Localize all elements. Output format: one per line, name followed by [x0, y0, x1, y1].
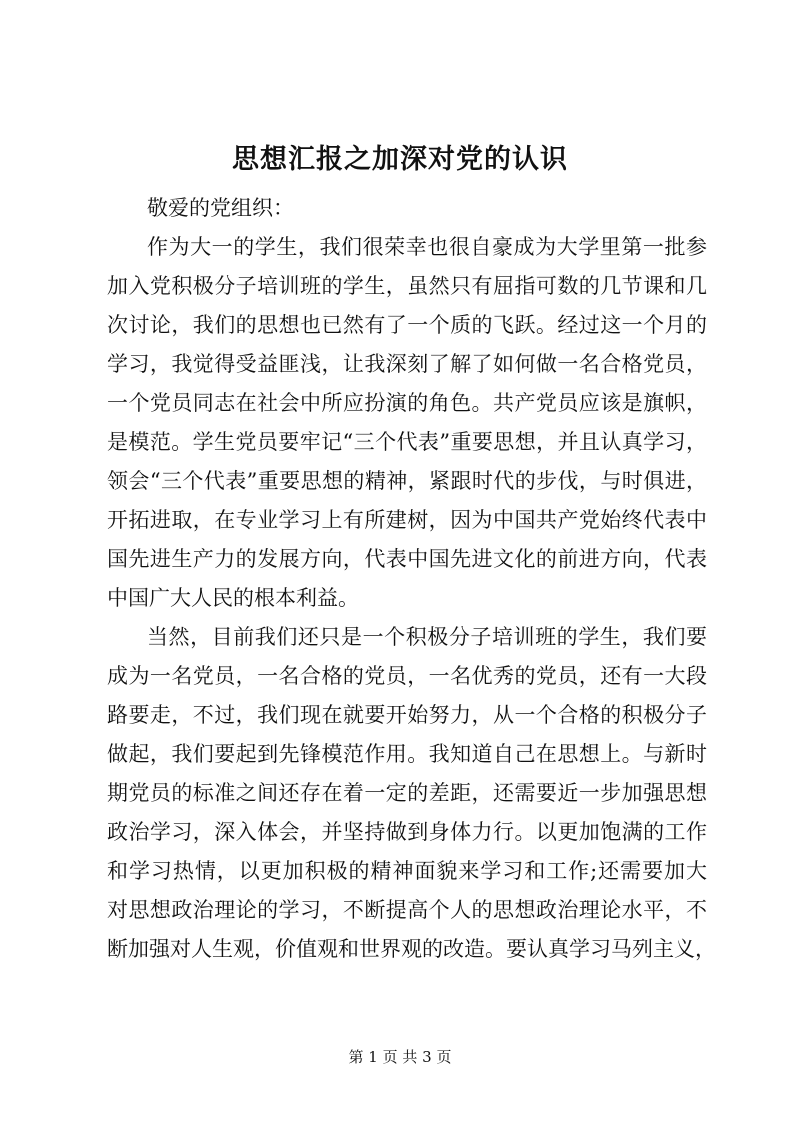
paragraph-1 [107, 228, 707, 618]
document-title: 思想汇报之加深对党的认识 [232, 144, 568, 175]
paragraph-line: 中国广大人民的根本利益。 [107, 586, 359, 610]
paragraph-line: 一个党员同志在社会中所应扮演的角色。共产党员应该是旗帜， [107, 391, 707, 415]
page-footer: 第 1 页 共 3 页 [348, 1048, 452, 1066]
document-body [107, 228, 716, 969]
paragraph-line: 对思想政治理论的学习，不断提高个人的思想政治理论水平，不 [107, 898, 707, 922]
salutation: 敬爱的党组织： [147, 196, 294, 220]
paragraph-line: 开拓进取，在专业学习上有所建树，因为中国共产党始终代表中 [107, 508, 707, 532]
paragraph-line: 作为大一的学生，我们很荣幸也很自豪成为大学里第一批参 [147, 235, 707, 259]
paragraph-2 [107, 618, 716, 969]
paragraph-line: 期党员的标准之间还存在着一定的差距，还需要近一步加强思想 [107, 781, 707, 805]
paragraph-line: 是模范。学生党员要牢记“三个代表”重要思想，并且认真学习， [107, 430, 707, 454]
paragraph-line: 成为一名党员，一名合格的党员，一名优秀的党员，还有一大段 [107, 664, 707, 688]
paragraph-line: 加入党积极分子培训班的学生，虽然只有屈指可数的几节课和几 [107, 274, 707, 298]
paragraph-line: 领会“三个代表”重要思想的精神，紧跟时代的步伐，与时俱进， [107, 469, 707, 493]
paragraph-line: 当然，目前我们还只是一个积极分子培训班的学生，我们要 [147, 625, 707, 649]
paragraph-line: 政治学习，深入体会，并坚持做到身体力行。以更加饱满的工作 [107, 820, 707, 844]
paragraph-line: 做起，我们要起到先锋模范作用。我知道自己在思想上。与新时 [107, 742, 707, 766]
paragraph-line: 国先进生产力的发展方向，代表中国先进文化的前进方向，代表 [107, 547, 707, 571]
paragraph-line: 次讨论，我们的思想也已然有了一个质的飞跃。经过这一个月的 [107, 313, 707, 337]
paragraph-line: 学习，我觉得受益匪浅，让我深刻了解了如何做一名合格党员， [107, 352, 707, 376]
paragraph-line: 断加强对人生观，价值观和世界观的改造。要认真学习马列主义， [107, 937, 716, 961]
paragraph-line: 和学习热情，以更加积极的精神面貌来学习和工作;还需要加大 [107, 859, 707, 883]
paragraph-line: 路要走，不过，我们现在就要开始努力，从一个合格的积极分子 [107, 703, 707, 727]
